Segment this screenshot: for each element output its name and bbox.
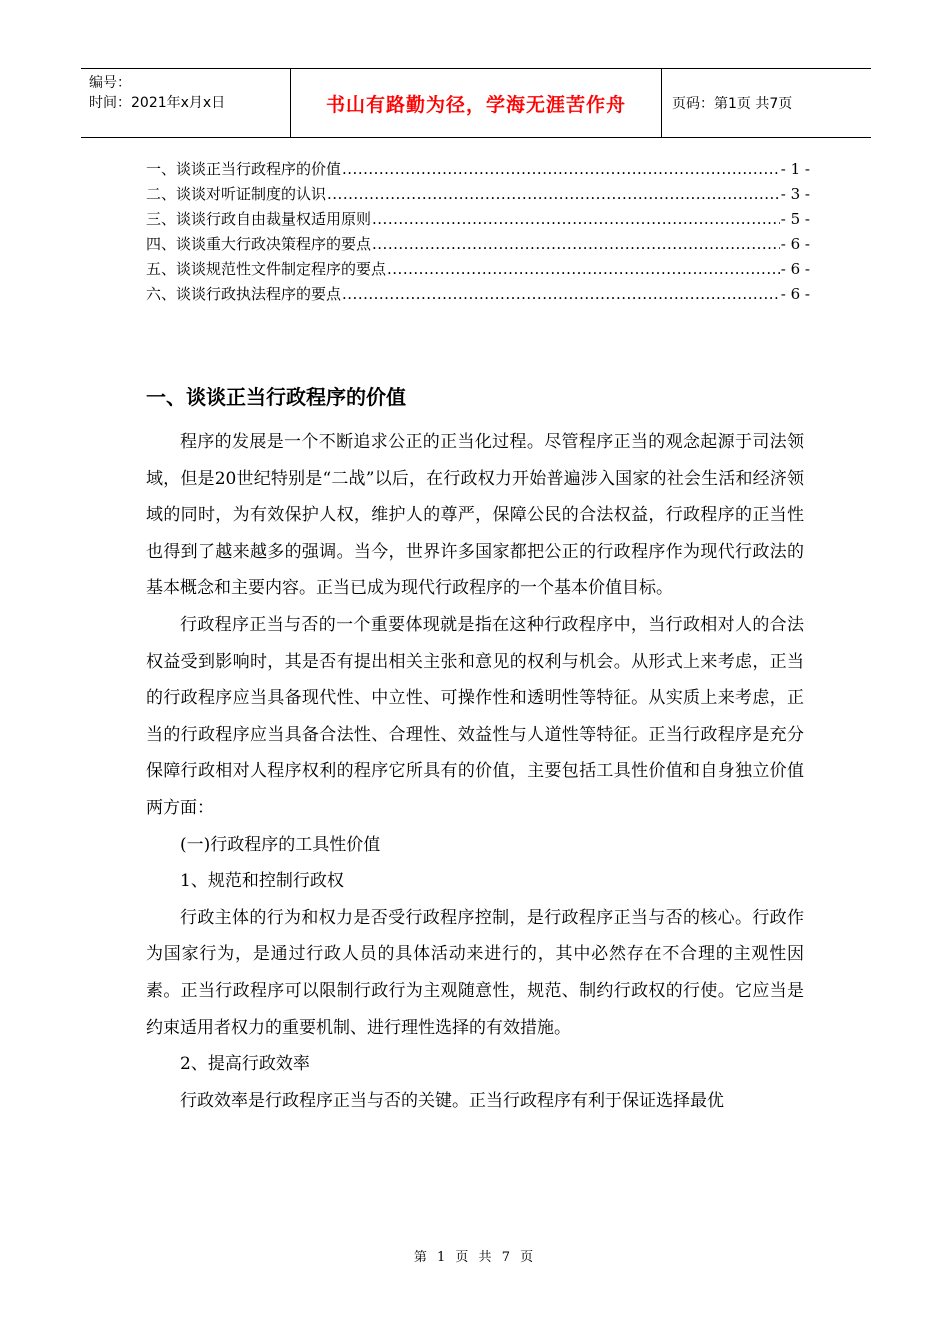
paragraph: 行政效率是行政程序正当与否的关键。正当行政程序有利于保证选择最优 [180,1090,724,1111]
toc-entry-title: 一、谈谈正当行政程序的价值 [146,160,342,178]
toc-entry[interactable] [146,183,810,208]
toc-entry-title: 三、谈谈行政自由裁量权适用原则 [146,210,372,228]
paragraph: 行政程序正当与否的一个重要体现就是指在这种行政程序中，当行政相对人的合法权益受到影响时，其是否有提出相关主张和意见的权利与机会。从形式上来考虑，正当的行政程序应当具备现代性、中立性、可操作性和透明性等特征。从实质上来考虑，正当的行政程序应当具备合法性、合理性、效益性与人道性等特征。正当行政程序是充分保障行政相对人程序权利的程序它所具有的价值，主要包括工具性价值和自身独立价值两方面： [146,614,804,818]
header-motto: 书山有路勤为径，学海无涯苦作舟 [290,69,662,137]
toc-entry-page: - 3 - [780,185,810,203]
section-heading: 一、谈谈正当行政程序的价值 [146,385,406,409]
toc-entry-page: - 6 - [780,235,810,253]
toc-entry-page: - 5 - [780,210,810,228]
header-meta [81,69,290,137]
toc-entry[interactable] [146,158,810,183]
body-text [146,424,804,1119]
toc-entry-title: 二、谈谈对听证制度的认识 [146,185,327,203]
toc-entry-title: 六、谈谈行政执法程序的要点 [146,285,342,303]
toc-entry-page: - 6 - [780,285,810,303]
table-of-contents [146,158,810,308]
toc-leader [372,235,780,253]
document-header [81,68,871,138]
toc-leader [387,260,780,278]
toc-entry-title: 四、谈谈重大行政决策程序的要点 [146,235,372,253]
toc-entry[interactable] [146,258,810,283]
subheading: (一)行政程序的工具性价值 [180,834,381,855]
subheading: 2、提高行政效率 [180,1054,310,1075]
time-label: 时间：2021年x月x日 [89,95,226,111]
toc-entry[interactable] [146,208,810,233]
toc-leader [372,210,780,228]
paragraph: 行政主体的行为和权力是否受行政程序控制，是行政程序正当与否的核心。行政作为国家行为，是通过行政人员的具体活动来进行的，其中必然存在不合理的主观性因素。正当行政程序可以限制行政行为主观随意性，规范、制约行政权的行使。它应当是约束适用者权力的重要机制、进行理性选择的有效措施。 [146,907,804,1038]
page-footer: 第 1 页 共 7 页 [413,1250,537,1265]
number-label: 编号： [89,75,131,91]
subheading: 1、规范和控制行政权 [180,871,344,892]
toc-entry-page: - 1 - [780,160,810,178]
toc-leader [342,285,780,303]
toc-entry[interactable] [146,283,810,308]
header-page-info: 页码：第1页 共7页 [672,96,793,112]
paragraph: 程序的发展是一个不断追求公正的正当化过程。尽管程序正当的观念起源于司法领域，但是20世纪特别是“二战”以后，在行政权力开始普遍涉入国家的社会生活和经济领域的同时，为有效保护人权，维护人的尊严，保障公民的合法权益，行政程序的正当性也得到了越来越多的强调。当今，世界许多国家都把公正的行政程序作为现代行政法的基本概念和主要内容。正当已成为现代行政程序的一个基本价值目标。 [146,432,804,599]
toc-entry-page: - 6 - [780,260,810,278]
toc-entry[interactable] [146,233,810,258]
toc-entry-title: 五、谈谈规范性文件制定程序的要点 [146,260,387,278]
toc-leader [342,160,780,178]
toc-leader [327,185,780,203]
